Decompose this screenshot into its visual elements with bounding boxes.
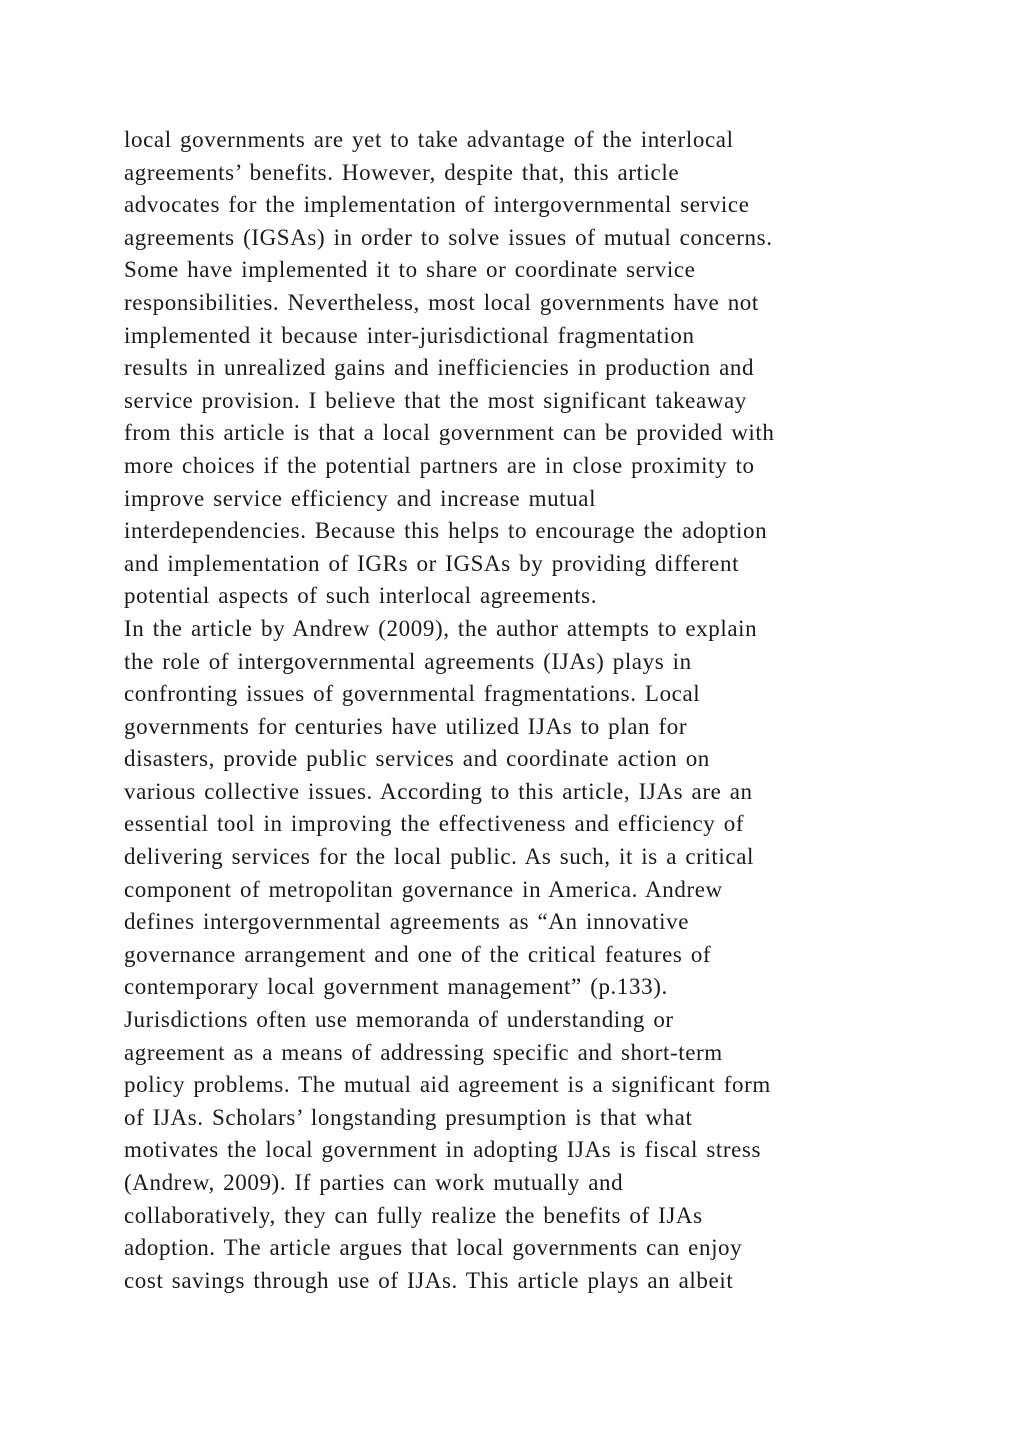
- text-line: and implementation of IGRs or IGSAs by providing different: [124, 550, 740, 576]
- text-line: policy problems. The mutual aid agreement is a significant form: [124, 1072, 771, 1098]
- text-line: component of metropolitan governance in America. Andrew: [124, 876, 723, 902]
- text-line: disasters, provide public services and coordinate action on: [124, 746, 710, 772]
- body-text: [124, 124, 924, 1297]
- text-line: defines intergovernmental agreements as “An innovative: [124, 909, 690, 935]
- text-line: Some have implemented it to share or coordinate service: [124, 257, 696, 283]
- text-line: Jurisdictions often use memoranda of understanding or: [124, 1007, 674, 1033]
- text-line: cost savings through use of IJAs. This article plays an albeit: [124, 1267, 734, 1293]
- text-line: implemented it because inter-jurisdictional fragmentation: [124, 322, 695, 348]
- text-line: various collective issues. According to this article, IJAs are an: [124, 778, 753, 804]
- text-line: results in unrealized gains and inefficiencies in production and: [124, 355, 755, 381]
- text-line: the role of intergovernmental agreements (IJAs) plays in: [124, 648, 692, 674]
- text-line: responsibilities. Nevertheless, most local governments have not: [124, 289, 759, 315]
- text-line: essential tool in improving the effectiveness and efficiency of: [124, 811, 745, 837]
- text-line: advocates for the implementation of intergovernmental service: [124, 192, 750, 218]
- text-line: agreement as a means of addressing specific and short-term: [124, 1039, 723, 1065]
- text-line: delivering services for the local public. As such, it is a critical: [124, 844, 755, 870]
- text-line: local governments are yet to take advantage of the interlocal: [124, 127, 734, 152]
- text-line: interdependencies. Because this helps to encourage the adoption: [124, 518, 768, 544]
- text-line: motivates the local government in adopting IJAs is fiscal stress: [124, 1137, 762, 1163]
- text-line: adoption. The article argues that local governments can enjoy: [124, 1235, 743, 1261]
- text-line: potential aspects of such interlocal agreements.: [124, 583, 598, 609]
- text-line: collaboratively, they can fully realize the benefits of IJAs: [124, 1202, 703, 1228]
- text-line: more choices if the potential partners are in close proximity to: [124, 452, 755, 478]
- text-line: agreements’ benefits. However, despite that, this article: [124, 159, 680, 185]
- text-line: from this article is that a local government can be provided with: [124, 420, 775, 446]
- text-line: agreements (IGSAs) in order to solve issues of mutual concerns.: [124, 224, 773, 250]
- text-line: contemporary local government management” (p.133).: [124, 974, 668, 1000]
- text-line: governments for centuries have utilized IJAs to plan for: [124, 713, 688, 739]
- paragraph-start-line: In the article by Andrew (2009), the author attempts to explain: [124, 615, 758, 641]
- text-line: governance arrangement and one of the critical features of: [124, 941, 712, 967]
- text-line: (Andrew, 2009). If parties can work mutually and: [124, 1170, 624, 1195]
- text-line: service provision. I believe that the most significant takeaway: [124, 387, 747, 413]
- text-line: confronting issues of governmental fragmentations. Local: [124, 681, 701, 707]
- text-line: of IJAs. Scholars’ longstanding presumption is that what: [124, 1104, 693, 1130]
- text-line: improve service efficiency and increase mutual: [124, 485, 597, 511]
